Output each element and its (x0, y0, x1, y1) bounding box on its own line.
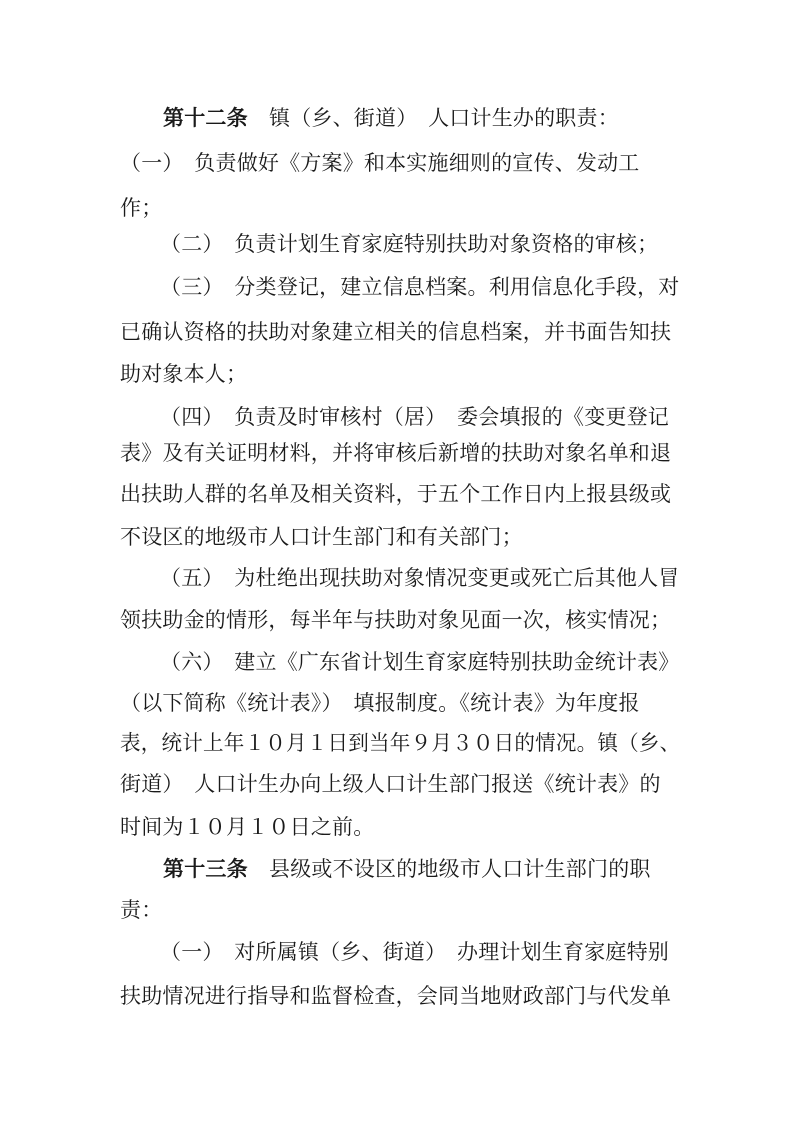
paragraph-line: 助对象本人； (120, 362, 248, 386)
paragraph-line: （五） 为杜绝出现扶助对象情况变更或死亡后其他人冒 (160, 566, 680, 590)
paragraph-line: 表，统计上年１０月１日到当年９月３０日的情况。镇（乡、 (120, 731, 681, 755)
paragraph-line: （以下简称《统计表》） 填报制度。《统计表》为年度报 (120, 691, 640, 715)
article-12-heading (163, 103, 619, 147)
paragraph-line: （三） 分类登记，建立信息档案。利用信息化手段，对 (160, 275, 680, 299)
paragraph-line: （一） 对所属镇（乡、街道） 办理计划生育家庭特别 (160, 940, 669, 964)
paragraph-line: 责： (120, 898, 163, 922)
paragraph-line: 街道） 人口计生办向上级人口计生部门报送《统计表》的 (120, 772, 661, 796)
paragraph-line: 作； (120, 196, 163, 220)
paragraph-line: 时间为１０月１０日之前。 (120, 815, 375, 839)
paragraph-line: （二） 负责计划生育家庭特别扶助对象资格的审核； (160, 232, 659, 256)
article-12-text: 镇（乡、街道） 人口计生办的职责： (247, 106, 619, 130)
paragraph-line: 不设区的地级市人口计生部门和有关部门； (120, 525, 523, 549)
paragraph-line: 表》及有关证明材料，并将审核后新增的扶助对象名单和退 (120, 441, 672, 465)
paragraph-line: （四） 负责及时审核村（居） 委会填报的《变更登记 (160, 405, 669, 429)
article-13-heading (163, 854, 651, 898)
article-13-text: 县级或不设区的地级市人口计生部门的职 (247, 857, 651, 881)
paragraph-line: （六） 建立《广东省计划生育家庭特别扶助金统计表》 (160, 650, 680, 674)
paragraph-line: 领扶助金的情形，每半年与扶助对象见面一次，核实情况； (120, 608, 672, 632)
article-13-label: 第十三条 (163, 856, 248, 881)
paragraph-line: 已确认资格的扶助对象建立相关的信息档案，并书面告知扶 (120, 320, 672, 344)
article-12-label: 第十二条 (163, 105, 248, 130)
paragraph-line: 扶助情况进行指导和监督检查，会同当地财政部门与代发单 (120, 984, 672, 1008)
paragraph-line: 出扶助人群的名单及相关资料，于五个工作日内上报县级或 (120, 482, 672, 506)
paragraph-line: （一） 负责做好《方案》和本实施细则的宣传、发动工 (120, 151, 640, 175)
